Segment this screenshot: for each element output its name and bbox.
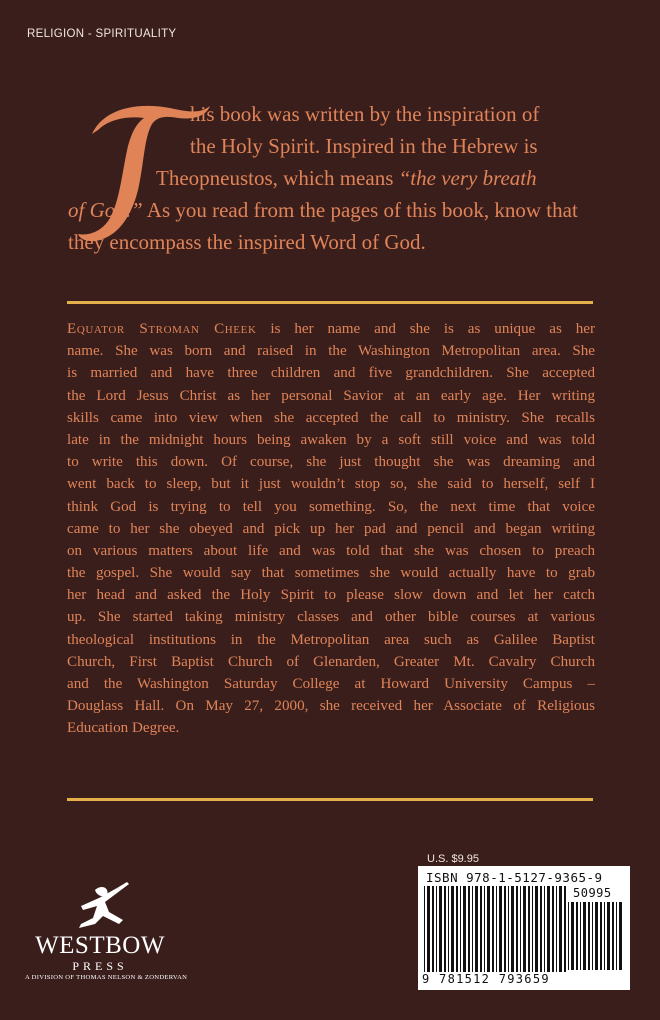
intro-line-4: of God.” As you read from the pages of this book, know that [68, 198, 578, 222]
barcode-bar [444, 886, 446, 972]
publisher-logo [25, 880, 188, 990]
barcode-bar [436, 886, 437, 972]
bio-line: came to her she obeyed and pick up her pad and pencil and began writing [67, 520, 595, 537]
barcode-bar [439, 886, 442, 972]
category-label: RELIGION - SPIRITUALITY [27, 28, 177, 40]
bio-line: the Lord Jesus Christ as her personal Savior at an early age. Her writing [67, 387, 595, 404]
barcode-bar [480, 886, 482, 972]
bio-line: up. She started taking ministry classes and other bible courses at various [67, 609, 595, 626]
barcode-bar [540, 886, 542, 972]
barcode-bar [528, 886, 530, 972]
bio-line: is married and have three children and five grandchildren. She accepted [67, 365, 595, 382]
barcode-bar [523, 886, 526, 972]
divider-top [67, 301, 593, 304]
publisher-name: WESTBOW [35, 932, 165, 959]
barcode-bar [499, 886, 502, 972]
barcode-bar [544, 886, 545, 972]
barcode-bar [468, 886, 470, 972]
isbn-text: ISBN 978-1-5127-9365-9 [426, 870, 603, 885]
barcode-bar [516, 886, 518, 972]
barcode-bar [576, 902, 578, 970]
barcode-bar [472, 886, 473, 972]
intro-block [68, 92, 628, 292]
barcode-bar [612, 902, 614, 970]
barcode-bar [475, 886, 478, 972]
barcode-bar [456, 886, 458, 972]
bio-line: Douglass Hall. On May 27, 2000, she received her Associate of Religious [67, 698, 595, 715]
isbn-barcode [418, 866, 630, 990]
bio-line: name. She was born and raised in the Washington Metropolitan area. She [67, 343, 595, 360]
barcode-bar [580, 902, 581, 970]
barcode-bar [451, 886, 454, 972]
bio-line: on various matters about life and was told that she was chosen to preach [67, 542, 595, 559]
barcode-bar [496, 886, 497, 972]
runner-icon [65, 880, 135, 932]
barcode-bar [588, 902, 590, 970]
bio-line: went back to sleep, but it just wouldn’t stop so, she said to herself, self I [67, 476, 595, 493]
barcode-bar [460, 886, 461, 972]
publisher-press: PRESS [72, 959, 128, 973]
barcode-bar [487, 886, 490, 972]
ean-digits: 9 781512 793659 [422, 972, 550, 986]
barcode-bar [571, 902, 574, 970]
barcode-bar [448, 886, 449, 972]
publisher-division: A DIVISION OF THOMAS NELSON & ZONDERVAN [25, 974, 188, 981]
barcode-bar [535, 886, 538, 972]
barcode-bar [508, 886, 509, 972]
barcode-bar [484, 886, 485, 972]
divider-bottom [67, 798, 593, 801]
ean-barcode-bars [424, 886, 566, 972]
barcode-bar [532, 886, 533, 972]
bio-line: skills came into view when she accepted the call to ministry. She recalls [67, 409, 595, 426]
bio-line: think God is trying to tell you something. So, the next time that voice [67, 498, 595, 515]
bio-line: Education Degree. [67, 720, 180, 737]
barcode-bar [552, 886, 554, 972]
bio-line: and the Washington Saturday College at Howard University Campus – [67, 676, 595, 692]
barcode-bar [607, 902, 610, 970]
barcode-bar [492, 886, 494, 972]
barcode-bar [592, 902, 593, 970]
bio-line: her head and asked the Holy Spirit to please slow down and let her catch [67, 587, 595, 604]
barcode-bar [520, 886, 521, 972]
intro-line-5: they encompass the inspired Word of God. [68, 230, 426, 254]
barcode-bar [559, 886, 562, 972]
barcode-bar [432, 886, 434, 972]
barcode-bar [424, 886, 425, 972]
price-code: 50995 [573, 886, 612, 900]
author-name: Equator Stroman Cheek [67, 321, 257, 337]
barcode-bar [463, 886, 466, 972]
bio-line: to write this down. Of course, she just thought she was dreaming and [67, 454, 595, 471]
barcode-bar [547, 886, 550, 972]
barcode-bar [595, 902, 598, 970]
addon-barcode-bars [568, 902, 622, 970]
barcode-bar [583, 902, 586, 970]
barcode-bar [504, 886, 506, 972]
bio-line: the gospel. She would say that sometimes she would actually have to grab [67, 565, 595, 582]
barcode-bar [600, 902, 602, 970]
author-bio [67, 318, 595, 740]
barcode-bar [616, 902, 617, 970]
intro-line-3: Theopneustos, which means “the very breath [156, 166, 537, 190]
bio-line: late in the midnight hours being awaken by a soft still voice and was told [67, 431, 595, 448]
intro-line-2: the Holy Spirit. Inspired in the Hebrew is [190, 134, 538, 158]
bio-line: theological institutions in the Metropolitan area such as Galilee Baptist [67, 631, 595, 648]
barcode-bar [604, 902, 605, 970]
barcode-bar [568, 902, 569, 970]
barcode-bar [427, 886, 430, 972]
price-label: U.S. $9.95 [427, 853, 479, 865]
barcode-bar [556, 886, 557, 972]
bio-line: Church, First Baptist Church of Glenarden, Greater Mt. Cavalry Church [67, 653, 595, 670]
bio-line: Equator Stroman Cheek is her name and she is as unique as her [67, 321, 595, 337]
barcode-bar [619, 902, 622, 970]
barcode-bar [511, 886, 514, 972]
barcode-bar [564, 886, 566, 972]
intro-line-1: his book was written by the inspiration of [190, 102, 540, 126]
